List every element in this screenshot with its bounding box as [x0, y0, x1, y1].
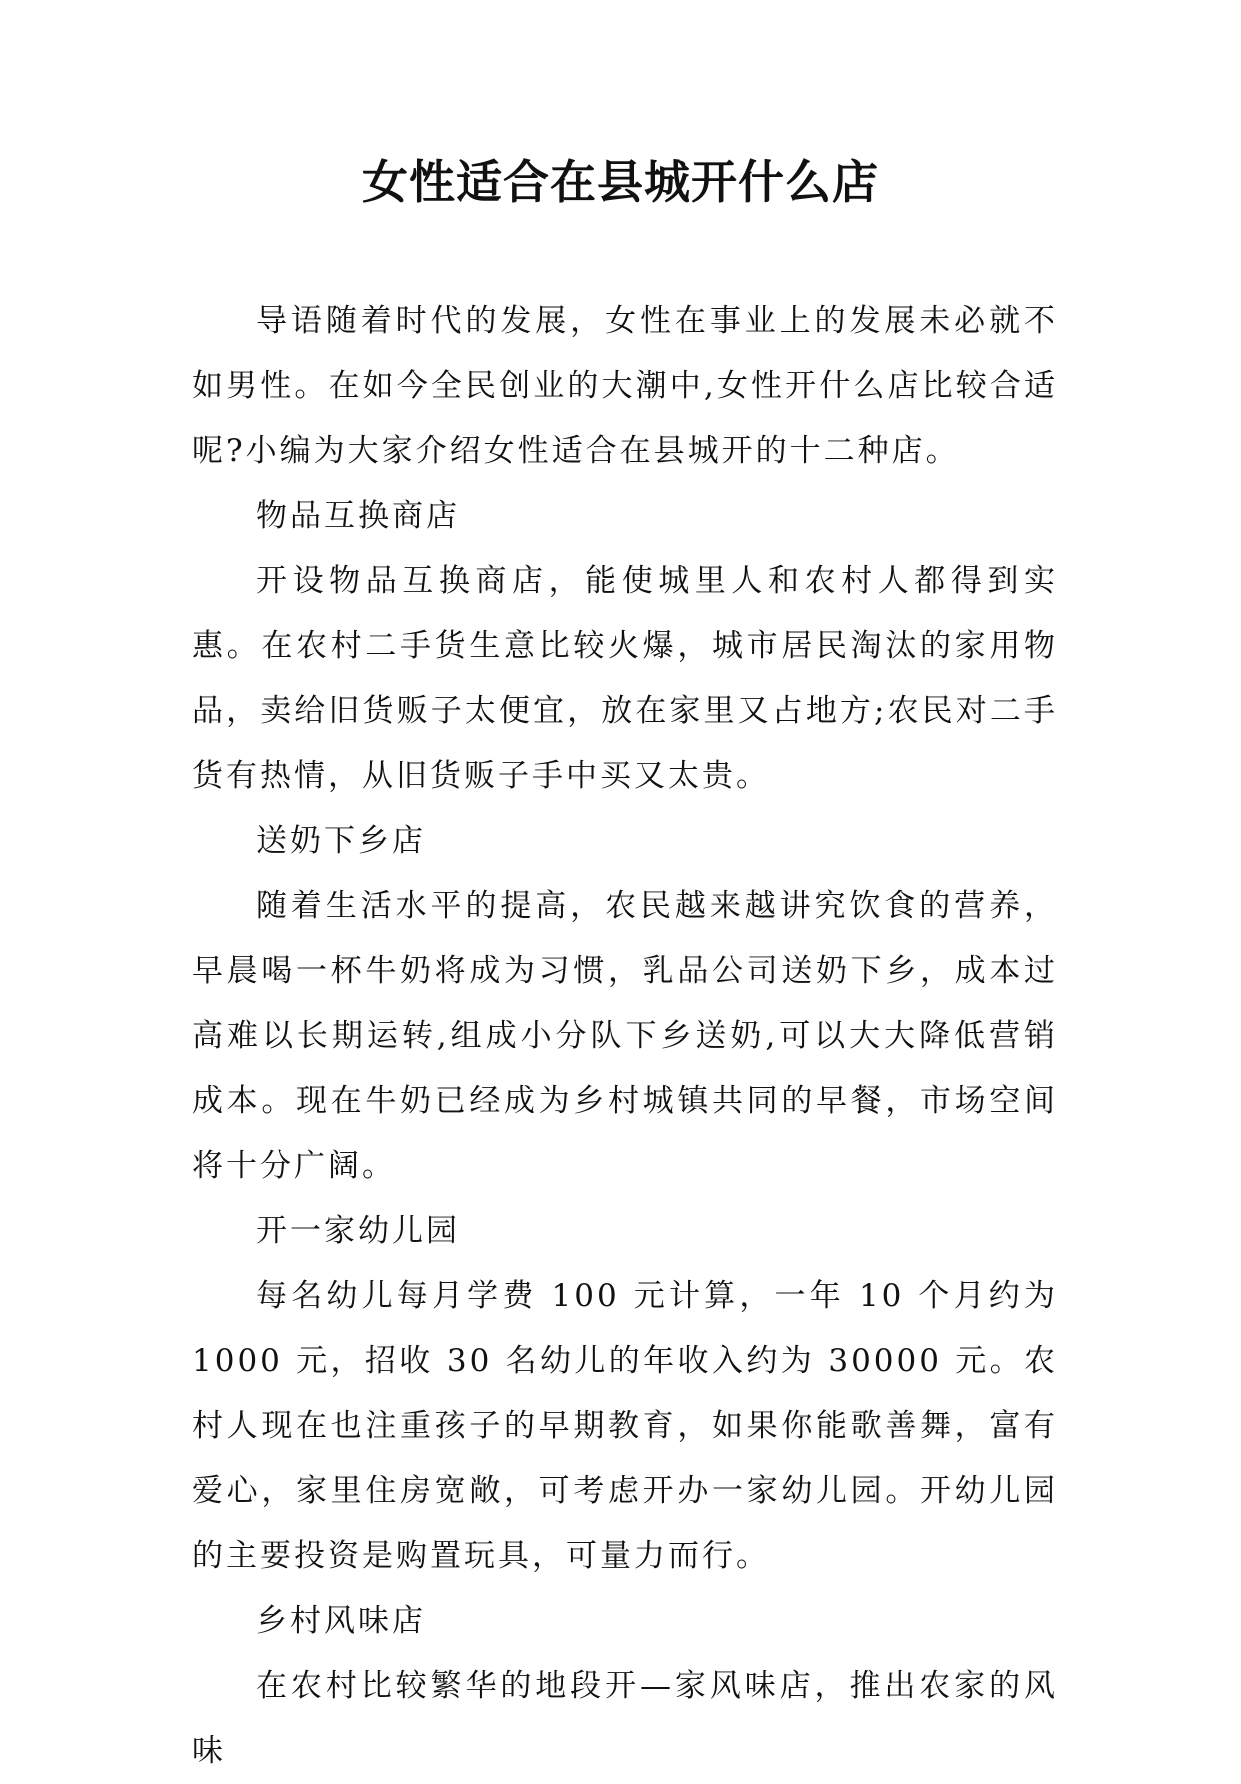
paragraph: 每名幼儿每月学费 100 元计算，一年 10 个月约为 1000 元，招收 30 名幼儿的年收入约为 30000 元。农村人现在也注重孩子的早期教育，如果你能歌善舞，富有爱心，家里住房宽敞，可考虑开办一家幼儿园。开幼儿园的主要投资是购置玩具，可量力而行。: [192, 1278, 1058, 1574]
document-body: [192, 289, 1058, 1784]
section-heading: 物品互换商店: [256, 498, 460, 534]
document-title: 女性适合在县城开什么店: [362, 155, 879, 209]
paragraph: 随着生活水平的提高，农民越来越讲究饮食的营养，早晨喝一杯牛奶将成为习惯，乳品公司送奶下乡，成本过高难以长期运转,组成小分队下乡送奶,可以大大降低营销成本。现在牛奶已经成为乡村城镇共同的早餐，市场空间将十分广阔。: [192, 888, 1058, 1184]
section-heading: 乡村风味店: [256, 1603, 426, 1639]
section-heading: 送奶下乡店: [256, 823, 426, 859]
paragraph-intro: 导语随着时代的发展，女性在事业上的发展未必就不如男性。在如今全民创业的大潮中,女性开什么店比较合适呢?小编为大家介绍女性适合在县城开的十二种店。: [192, 303, 1058, 469]
section-heading: 开一家幼儿园: [256, 1213, 460, 1249]
paragraph: 在农村比较繁华的地段开—家风味店，推出农家的风味: [192, 1668, 1058, 1769]
paragraph: 开设物品互换商店，能使城里人和农村人都得到实惠。在农村二手货生意比较火爆，城市居民淘汰的家用物品，卖给旧货贩子太便宜，放在家里又占地方;农民对二手货有热情，从旧货贩子手中买又太贵。: [192, 563, 1058, 794]
